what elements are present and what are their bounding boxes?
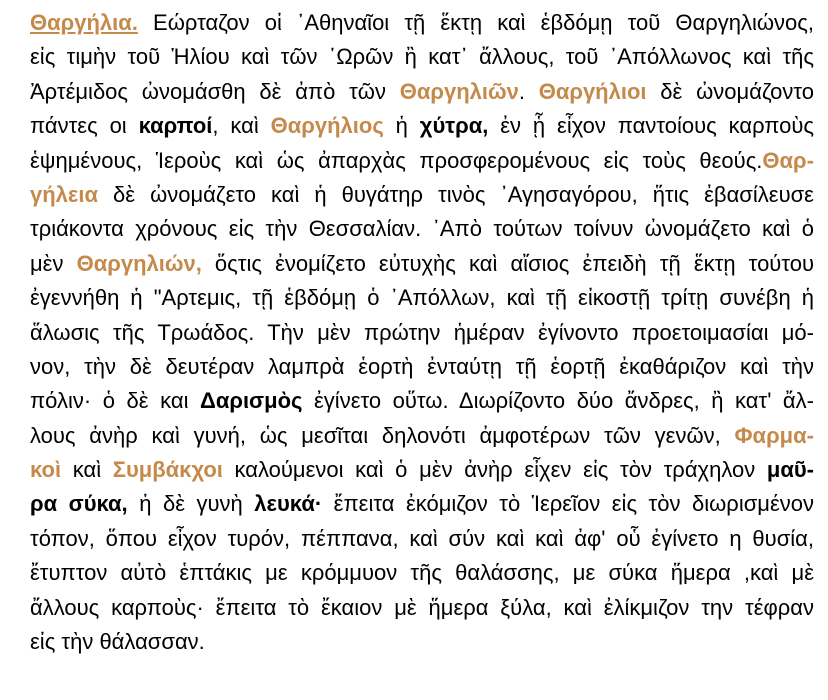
text-segment: πάντες οι [30,113,139,139]
text-segment: ἡ [383,113,420,139]
bold-term: καρποί [138,113,213,139]
bold-term: λευκά· [254,491,323,517]
text-segment: ἐν ᾗ εἶχον παντοίους καρποὺς [488,113,815,139]
text-segment: ἄλλους καρποὺς· ἔπειτα τὸ ἔκαιον μὲ ἥμερα ξύλα, καὶ ἐλίκμιζον την τέφραν [30,594,814,620]
text-segment: νον, τὴν δὲ δευτέραν λαμπρὰ ἑορτὴ ἐνταύτῃ τῇ ἑορτῇ ἐκαθάριζον καὶ τὴν [30,353,814,379]
text-segment: μὲν [30,250,77,276]
text-line [30,40,814,74]
text-segment: ἔτυπτον αὐτὸ ἑπτάκις με κρόμμυον τῆς θαλάσσης, με σύκα ἥμερα ,καὶ μὲ [30,560,814,586]
text-segment: τόπον, ὅπου εἶχον τυρόν, πέππανα, καὶ σύν καὶ καὶ ἀφ' οὗ ἐγίνετο η θυσία, [30,525,814,551]
text-segment: ἑψημένους, Ἱεροὺς καὶ ὡς ἀπαρχὰς προσφερομένους εἰς τοὺς θεούς. [30,147,763,173]
text-line [30,419,814,453]
text-line [30,212,814,246]
text-segment: καλούμενοι καὶ ὁ μὲν ἀνὴρ εἶχεν εἰς τὸν τράχηλον [222,457,767,483]
keyword-term: Φαρμα- [734,422,814,448]
text-segment: πόλιν· ὁ δὲ και [30,388,200,414]
keyword-term: Θαργήλιος [270,113,384,139]
text-line [30,178,814,212]
keyword-term: κοὶ [30,457,62,483]
text-line [30,556,814,590]
text-segment: . [518,78,539,104]
text-line [30,522,814,556]
keyword-term: Θαργήλιοι [538,78,647,104]
article-body [30,6,814,659]
text-segment: ἅλωσις τῆς Τρωάδος. Τὴν μὲν πρώτην ἡμέραν ἐγίνοντο προετοιμασίαι μό- [30,319,814,345]
bold-term: ρα σύκα, [30,491,128,517]
text-line [30,316,814,350]
text-segment: καὶ [61,457,113,483]
text-line [30,453,814,487]
text-line [30,591,814,625]
keyword-term: Θαρ- [762,147,814,173]
keyword-term: γήλεια [30,181,98,207]
text-segment: , καὶ [212,113,271,139]
bold-term: μαῦ- [766,457,815,483]
text-segment: ὅςτις ἐνομίζετο εὐτυχὴς καὶ αἴσιος ἐπειδὴ τῇ ἕκτῃ τούτου [201,250,814,276]
text-line [30,144,814,178]
text-segment: δὲ ὠνομάζετο καὶ ἡ θυγάτηρ τινὸς ᾿Αγησαγόρου, ἥτις ἐβασίλευσε [98,181,814,207]
text-segment: εἰς τιμὴν τοῦ Ἡλίου καὶ τῶν ῾Ωρῶν ἢ κατ᾽ ἄλλους, τοῦ ᾿Απόλλωνος καὶ τῆς [30,44,814,70]
keyword-term: Θαργηλιών, [76,250,202,276]
text-segment: ἐγίνετο οὕτω. Διωρίζοντο δύο ἄνδρες, ἢ κατ' ἄλ- [302,388,814,414]
text-line [30,281,814,315]
heading-term: Θαργήλια. [30,10,138,35]
keyword-term: Θαργηλιῶν [399,78,519,104]
bold-term: Δαρισμὸς [200,388,303,414]
text-segment: εἰς τὴν θάλασσαν. [30,629,205,655]
text-line [30,6,814,40]
keyword-term: Συμβάκχοι [112,457,223,483]
bold-term: χύτρα, [419,113,489,139]
text-segment: Ἀρτέμιδος ὠνομάσθη δὲ ἀπὸ τῶν [30,78,400,104]
text-segment: τριάκοντα χρόνους εἰς τὴν Θεσσαλίαν. ᾿Απὸ τούτων τοίνυν ὠνομάζετο καὶ ὁ [30,216,814,242]
text-line [30,384,814,418]
text-segment: λους ἀνὴρ καὶ γυνή, ὡς μεσῖται δηλονότι ἀμφοτέρων τῶν γενῶν, [30,422,735,448]
text-line [30,625,814,659]
text-segment: ἐγεννήθη ἡ "Αρτεμις, τῇ ἑβδόμῃ ὁ ᾿Απόλλων, καὶ τῇ εἰκοστῇ τρίτῃ συνέβη ἡ [30,285,814,311]
text-line [30,350,814,384]
text-line [30,109,814,143]
text-segment: ἡ δὲ γυνὴ [127,491,255,517]
text-line [30,487,814,521]
text-segment: δὲ ὠνομάζοντο [646,78,814,104]
text-segment: Εώρταζον οἱ ᾿Αθηναῖοι τῇ ἕκτῃ καὶ ἑβδόμῃ τοῦ Θαργηλιώνος, [137,10,814,35]
text-segment: ἔπειτα ἐκόμιζον τὸ Ἱερεῖον εἰς τὸν διωρισμένον [322,491,815,517]
text-line [30,75,814,109]
text-line [30,247,814,281]
